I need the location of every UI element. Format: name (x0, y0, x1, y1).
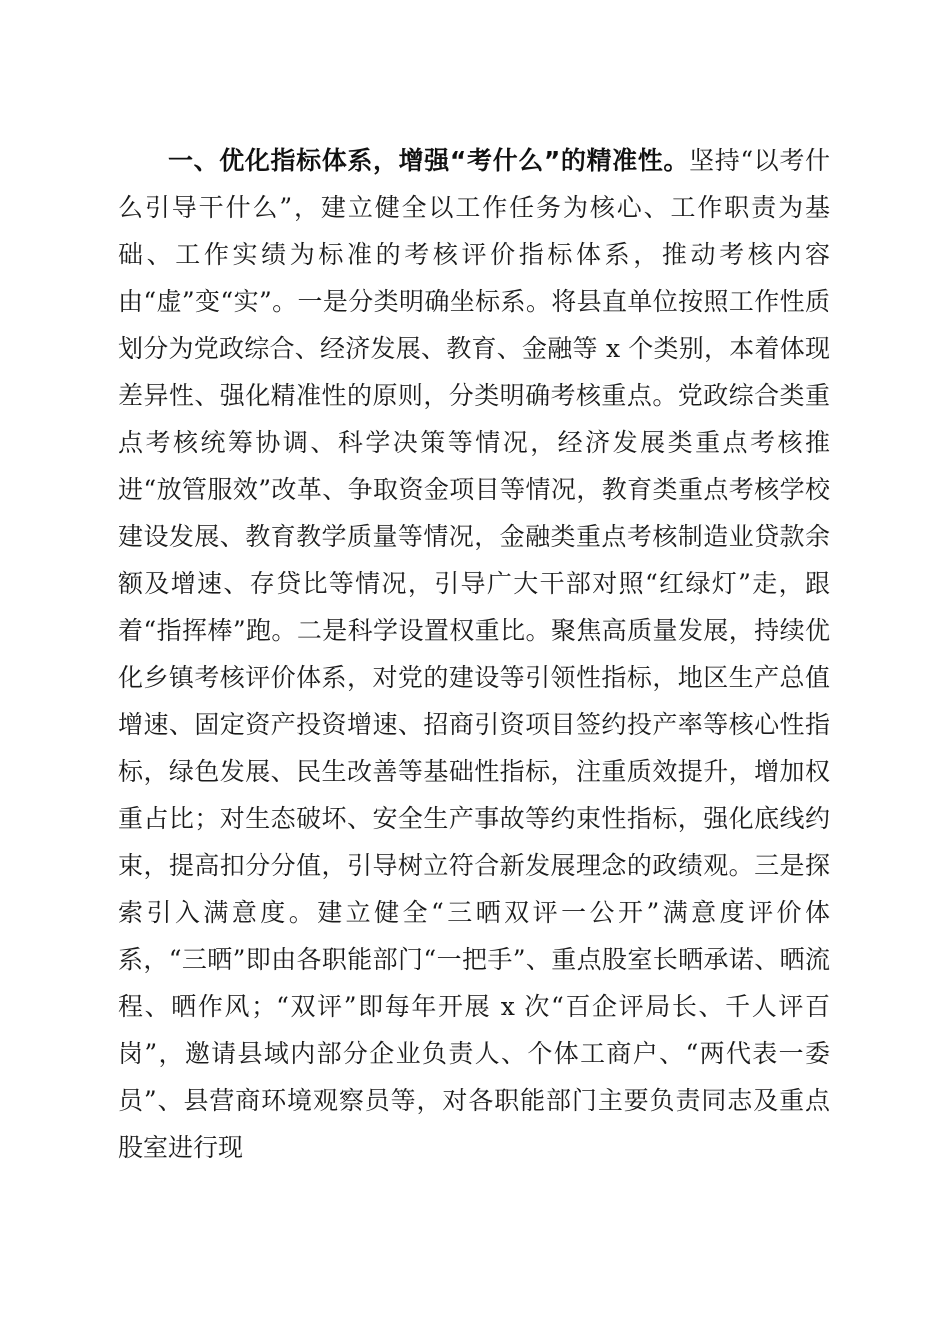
section-heading: 一、优化指标体系，增强“考什么”的精准性。 (168, 146, 690, 175)
section-body-text: 坚持“以考什么引导干什么”，建立健全以工作任务为核心、工作职责为基础、工作实绩为标准的考核评价指标体系，推动考核内容由“虚”变“实”。一是分类明确坐标系。将县直单位按照工作性质划分为党政综合、经济发展、教育、金融等 x 个类别，本着体现差异性、强化精准性的原则，分类明确考核重点。党政综合类重点考核统筹协调、科学决策等情况，经济发展类重点考核推进“放管服效”改革、争取资金项目等情况，教育类重点考核学校建设发展、教育教学质量等情况，金融类重点考核制造业贷款余额及增速、存贷比等情况，引导广大干部对照“红绿灯”走，跟着“指挥棒”跑。二是科学设置权重比。聚焦高质量发展，持续优化乡镇考核评价体系，对党的建设等引领性指标，地区生产总值增速、固定资产投资增速、招商引资项目签约投产率等核心性指标，绿色发展、民生改善等基础性指标，注重质效提升，增加权重占比；对生态破坏、安全生产事故等约束性指标，强化底线约束，提高扣分分值，引导树立符合新发展理念的政绩观。三是探索引入满意度。建立健全“三晒双评一公开”满意度评价体系，“三晒”即由各职能部门“一把手”、重点股室长晒承诺、晒流程、晒作风；“双评”即每年开展 x 次“百企评局长、千人评百岗”，邀请县域内部分企业负责人、个体工商户、“两代表一委员”、县营商环境观察员等，对各职能部门主要负责同志及重点股室进行现 (118, 146, 831, 1162)
body-paragraph (118, 137, 830, 1171)
